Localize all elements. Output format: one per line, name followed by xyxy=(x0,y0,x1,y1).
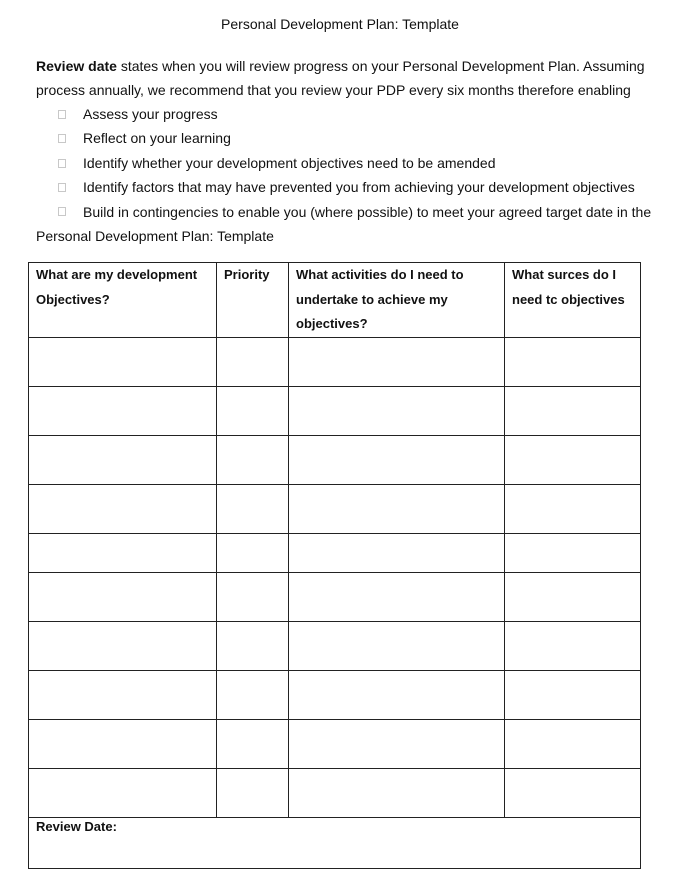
activities-cell[interactable] xyxy=(289,670,505,719)
resources-cell[interactable] xyxy=(505,435,641,484)
table-row xyxy=(29,435,641,484)
intro-paragraph xyxy=(36,54,666,102)
page-title: Personal Development Plan: Template xyxy=(221,16,459,32)
section-title: Personal Development Plan: Template xyxy=(36,228,274,244)
activities-cell[interactable] xyxy=(289,435,505,484)
priority-cell[interactable] xyxy=(217,337,289,386)
table-row xyxy=(29,533,641,572)
list-item xyxy=(58,200,651,224)
activities-cell[interactable] xyxy=(289,572,505,621)
table-row xyxy=(29,719,641,768)
objective-cell[interactable] xyxy=(29,386,217,435)
review-date-field[interactable] xyxy=(29,817,641,868)
bullet-icon xyxy=(58,159,66,168)
priority-cell[interactable] xyxy=(217,670,289,719)
table-row xyxy=(29,572,641,621)
bullet-icon xyxy=(58,110,66,119)
resources-cell[interactable] xyxy=(505,670,641,719)
bullet-list xyxy=(58,102,651,224)
resources-cell[interactable] xyxy=(505,719,641,768)
activities-cell[interactable] xyxy=(289,621,505,670)
list-item-text: Identify whether your development objectives need to be amended xyxy=(83,154,496,171)
header-objectives: What are my development Objectives? xyxy=(29,263,217,338)
list-item-text: Reflect on your learning xyxy=(83,130,231,147)
priority-cell[interactable] xyxy=(217,768,289,817)
objective-cell[interactable] xyxy=(29,337,217,386)
table-row xyxy=(29,337,641,386)
activities-cell[interactable] xyxy=(289,768,505,817)
priority-cell[interactable] xyxy=(217,719,289,768)
header-priority: Priority xyxy=(217,263,289,338)
activities-cell[interactable] xyxy=(289,386,505,435)
priority-cell[interactable] xyxy=(217,621,289,670)
list-item-text: Build in contingencies to enable you (where possible) to meet your agreed target date in the xyxy=(83,203,652,220)
priority-cell[interactable] xyxy=(217,484,289,533)
bullet-icon xyxy=(58,183,66,192)
list-item xyxy=(58,126,651,150)
activities-cell[interactable] xyxy=(289,484,505,533)
table-row xyxy=(29,484,641,533)
resources-cell[interactable] xyxy=(505,386,641,435)
objective-cell[interactable] xyxy=(29,484,217,533)
priority-cell[interactable] xyxy=(217,572,289,621)
list-item xyxy=(58,175,651,199)
objective-cell[interactable] xyxy=(29,768,217,817)
resources-cell[interactable] xyxy=(505,572,641,621)
activities-cell[interactable] xyxy=(289,533,505,572)
bullet-icon xyxy=(58,207,66,216)
pdp-table xyxy=(28,262,641,869)
table-row xyxy=(29,670,641,719)
review-date-label: Review Date: xyxy=(36,818,117,834)
list-item-text: Identify factors that may have prevented you from achieving your development objectives xyxy=(83,179,635,196)
table-header-row xyxy=(29,263,641,338)
priority-cell[interactable] xyxy=(217,533,289,572)
activities-cell[interactable] xyxy=(289,719,505,768)
resources-cell[interactable] xyxy=(505,337,641,386)
objective-cell[interactable] xyxy=(29,533,217,572)
list-item xyxy=(58,102,651,126)
resources-cell[interactable] xyxy=(505,484,641,533)
objective-cell[interactable] xyxy=(29,719,217,768)
list-item-text: Assess your progress xyxy=(83,106,218,122)
objective-cell[interactable] xyxy=(29,621,217,670)
resources-cell[interactable] xyxy=(505,621,641,670)
review-date-term: Review date xyxy=(36,58,117,74)
list-item xyxy=(58,151,651,175)
bullet-icon xyxy=(58,134,66,143)
priority-cell[interactable] xyxy=(217,386,289,435)
table-row xyxy=(29,768,641,817)
review-row xyxy=(29,817,641,868)
header-resources: What surces do I need tc objectives xyxy=(505,263,641,338)
priority-cell[interactable] xyxy=(217,435,289,484)
table-row xyxy=(29,386,641,435)
objective-cell[interactable] xyxy=(29,435,217,484)
header-activities: What activities do I need to undertake to achieve my objectives? xyxy=(289,263,505,338)
activities-cell[interactable] xyxy=(289,337,505,386)
resources-cell[interactable] xyxy=(505,533,641,572)
intro-text: states when you will review progress on your Personal Development Plan. Assuming process annually, we recommend that you review your PDP every six months therefore enabling xyxy=(36,58,645,98)
table-row xyxy=(29,621,641,670)
objective-cell[interactable] xyxy=(29,670,217,719)
objective-cell[interactable] xyxy=(29,572,217,621)
resources-cell[interactable] xyxy=(505,768,641,817)
